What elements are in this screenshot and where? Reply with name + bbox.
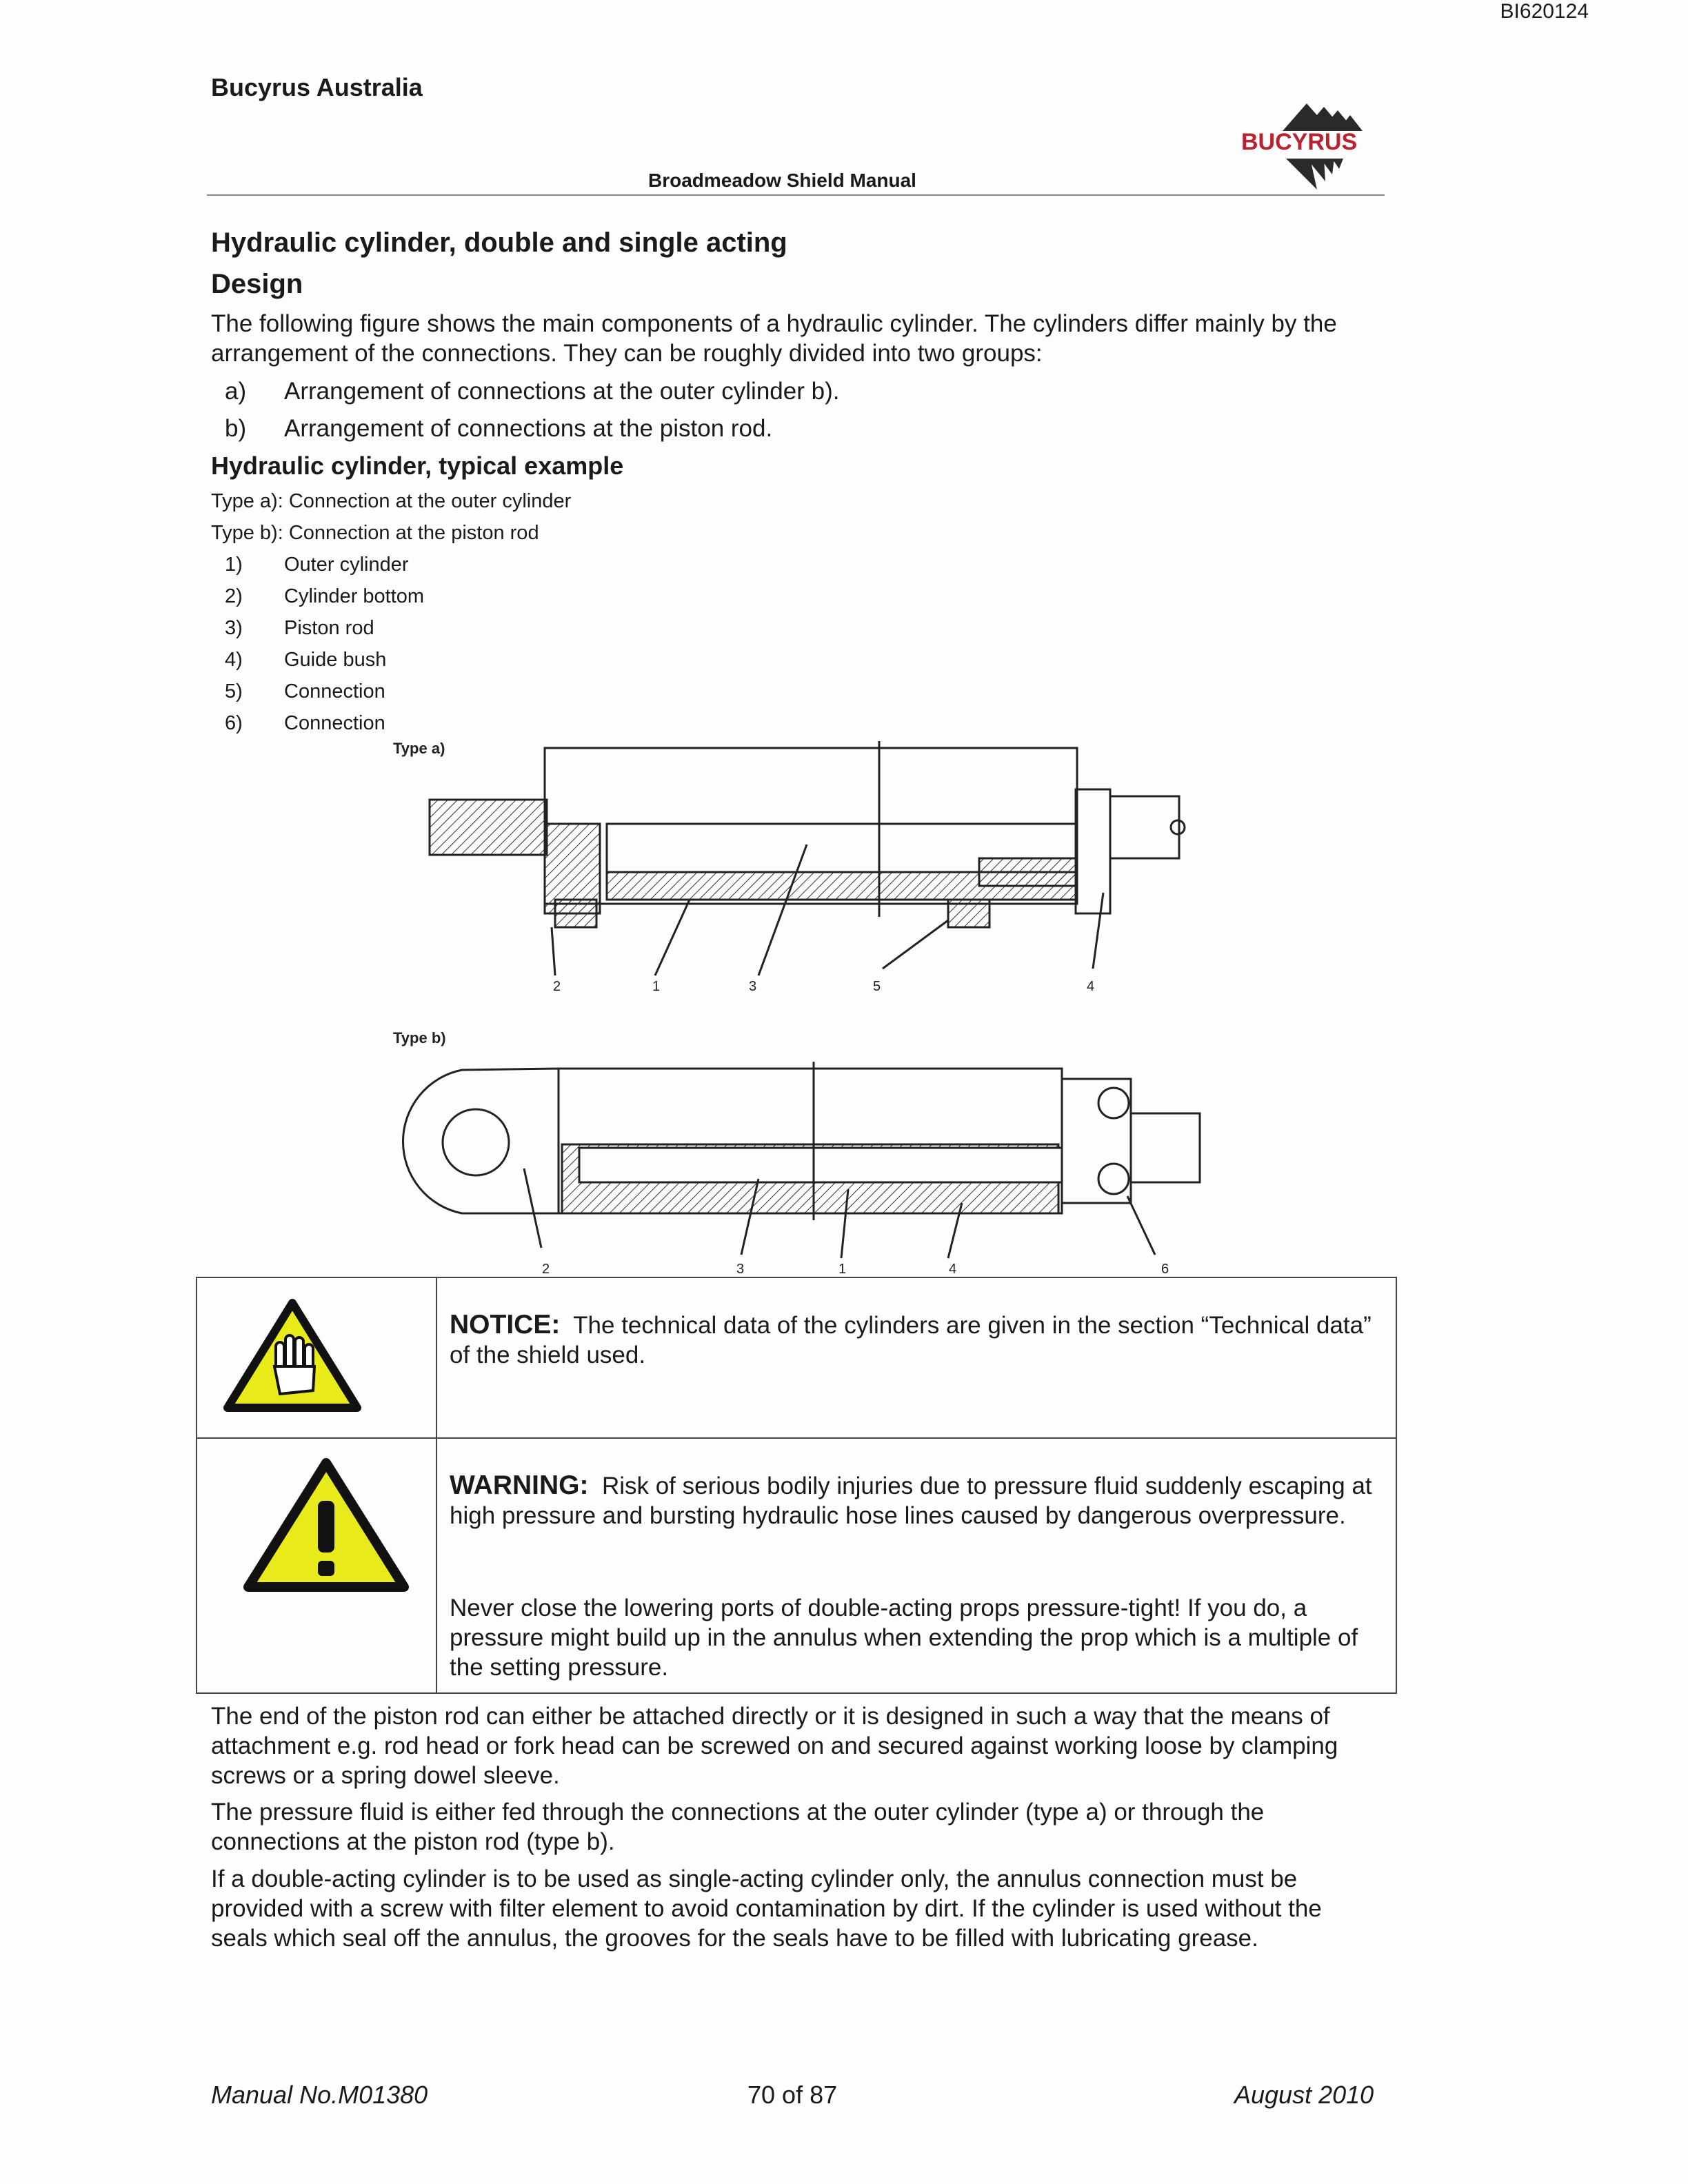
part-number: 1) — [225, 554, 243, 576]
type-a-label: Type a) — [393, 740, 445, 757]
part-number: 5) — [225, 680, 243, 702]
callout-label: 3 — [736, 1262, 745, 1277]
callout-label: 1 — [838, 1262, 847, 1277]
callout-label: 5 — [873, 979, 881, 994]
callout-label: 3 — [749, 979, 757, 994]
notice-block — [450, 1310, 1387, 1370]
document-id: BI620124 — [1500, 0, 1589, 23]
callout-label: 2 — [542, 1262, 550, 1277]
manual-title: Broadmeadow Shield Manual — [648, 170, 916, 191]
body-paragraph: If a double-acting cylinder is to be used as single-acting cylinder only, the annulus connection must be provided with a screw with filter element to avoid contamination by dirt. If the cylinder is used without the seals which seal off the annulus, the grooves for the seals have to be filled with lubricating grease. — [211, 1866, 1322, 1952]
part-number: 2) — [225, 585, 243, 607]
notice-text: The technical data of the cylinders are given in the section “Technical data” of the shield used. — [450, 1312, 1372, 1368]
part-name: Outer cylinder — [284, 554, 409, 576]
warning-label: WARNING: — [450, 1470, 589, 1500]
group-a-label: a) — [225, 378, 247, 405]
callout-label: 2 — [553, 979, 561, 994]
part-number: 3) — [225, 617, 243, 639]
section-subtitle: Design — [211, 269, 303, 299]
intro-paragraph: The following figure shows the main components of a hydraulic cylinder. The cylinders differ mainly by the arrangement of the connections. They can be roughly divided into two groups: — [211, 310, 1337, 367]
part-name: Piston rod — [284, 617, 374, 639]
cylinder-drawing — [386, 734, 1214, 1286]
page-title: Hydraulic cylinder, double and single acting — [211, 228, 787, 258]
part-name: Guide bush — [284, 649, 387, 671]
callout-label: 6 — [1161, 1262, 1169, 1277]
footer-date: August 2010 — [1234, 2081, 1374, 2109]
body-paragraph: The end of the piston rod can either be attached directly or it is designed in such a way that the means of attachment e.g. rod head or fork head can be screwed on and secured against working loose by clamping screws or a spring dowel sleeve. — [211, 1703, 1338, 1789]
part-number: 4) — [225, 649, 243, 671]
company-name: Bucyrus Australia — [211, 73, 423, 101]
warning-text-secondary: Never close the lowering ports of double-acting props pressure-tight! If you do, a pressure might build up in the annulus when extending the prop which is a multiple of the setting pressure. — [450, 1595, 1358, 1681]
example-heading: Hydraulic cylinder, typical example — [211, 452, 624, 480]
part-name: Cylinder bottom — [284, 585, 425, 607]
notice-label: NOTICE: — [450, 1310, 561, 1339]
table-row-divider — [196, 1437, 1397, 1439]
group-b-label: b) — [225, 415, 247, 442]
type-b-label: Type b) — [393, 1029, 446, 1046]
table-column-divider — [436, 1277, 437, 1694]
hand-warning-icon — [222, 1297, 363, 1418]
warning-text: Risk of serious bodily injuries due to pressure fluid suddenly escaping at high pressure and bursting hydraulic hose lines caused by dangerous overpressure. — [450, 1473, 1372, 1529]
group-a-text: Arrangement of connections at the outer cylinder b). — [284, 378, 840, 405]
part-name: Connection — [284, 712, 385, 734]
footer-manual-number: Manual No.M01380 — [211, 2081, 428, 2109]
type-a-line: Type a): Connection at the outer cylinder — [211, 490, 572, 512]
part-name: Connection — [284, 680, 385, 702]
callout-label: 4 — [949, 1262, 957, 1277]
group-b-text: Arrangement of connections at the piston rod. — [284, 415, 773, 442]
part-number: 6) — [225, 712, 243, 734]
exclamation-warning-icon — [241, 1456, 411, 1597]
bucyrus-logo — [1234, 100, 1386, 193]
type-b-line: Type b): Connection at the piston rod — [211, 522, 539, 544]
logo-text: BUCYRUS — [1241, 129, 1358, 155]
header-divider — [207, 194, 1385, 196]
body-paragraph: The pressure fluid is either fed through the connections at the outer cylinder (type a) or through the connections at the piston rod (type b). — [211, 1799, 1265, 1855]
warning-block — [450, 1470, 1387, 1530]
callout-label: 4 — [1087, 979, 1095, 994]
callout-label: 1 — [652, 979, 661, 994]
footer-page-number: 70 of 87 — [747, 2081, 838, 2109]
